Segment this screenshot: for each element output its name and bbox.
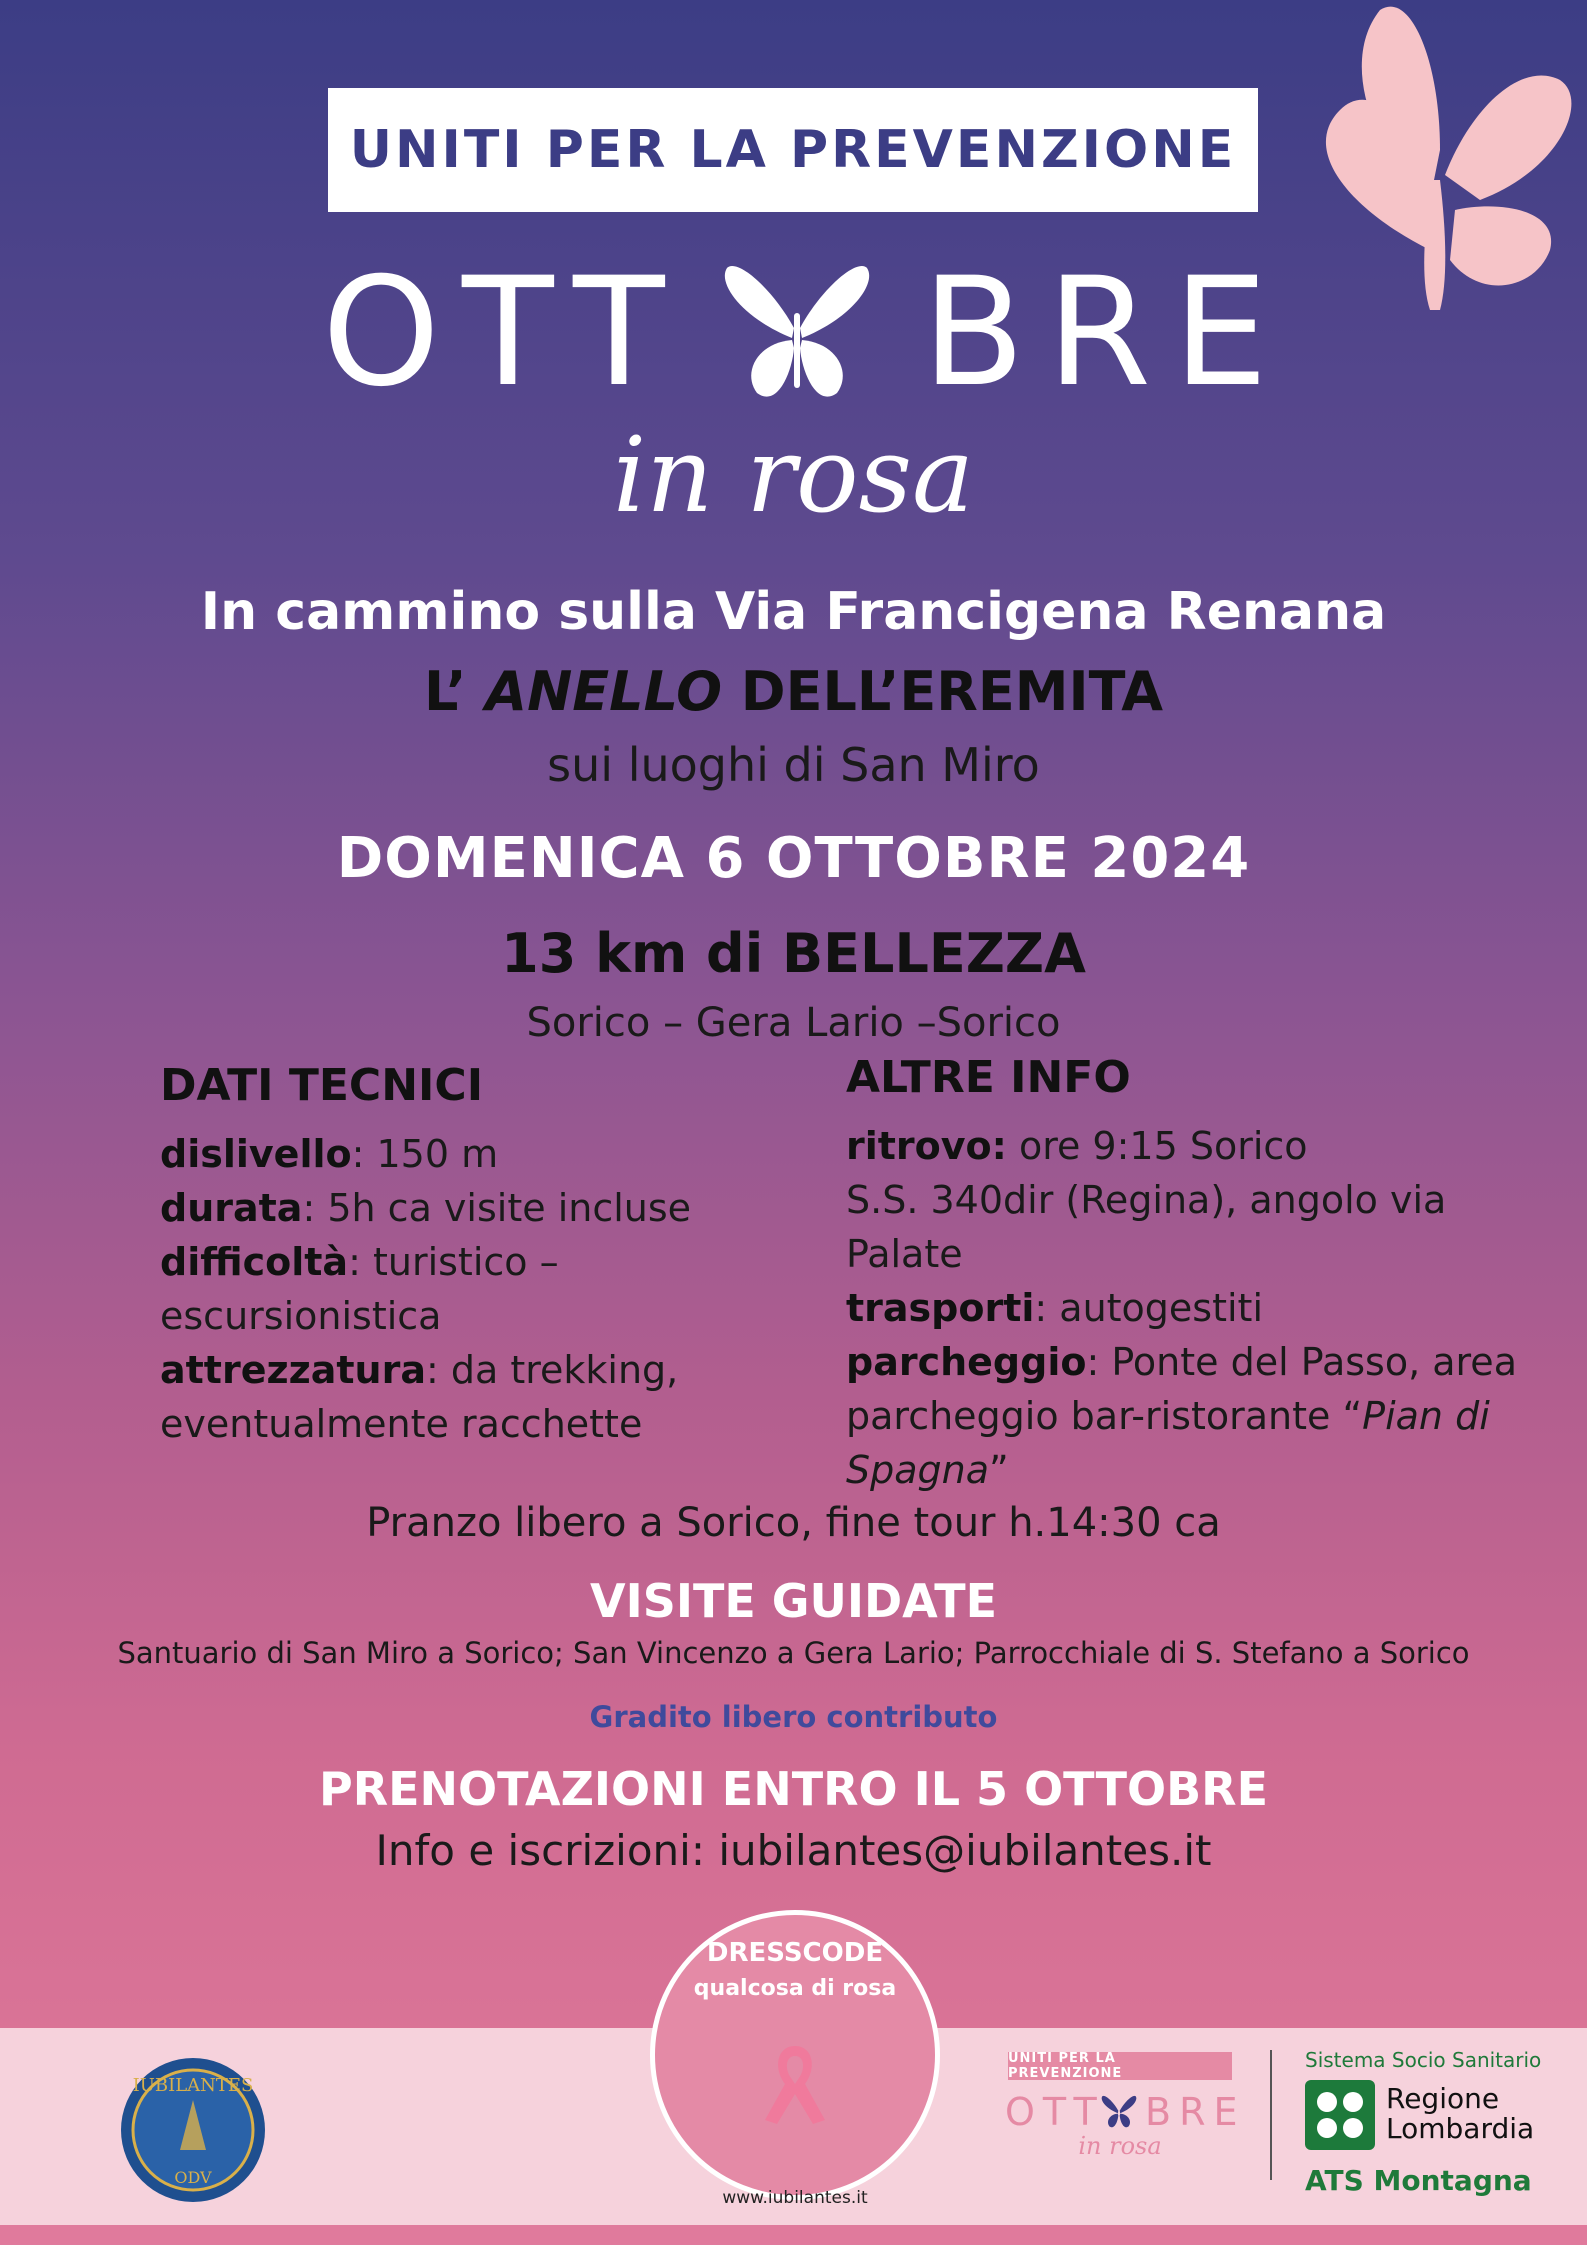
tech-data-title: DATI TECNICI bbox=[160, 1060, 484, 1111]
value-difficolta: : turistico – bbox=[348, 1240, 559, 1284]
value-dislivello: : 150 m bbox=[351, 1132, 499, 1176]
value-parcheggio-2-italic: Pian di bbox=[1362, 1394, 1490, 1438]
iubilantes-logo-sub: ODV bbox=[174, 2168, 212, 2187]
info-ritrovo-cont: S.S. 340dir (Regina), angolo via Palate bbox=[846, 1178, 1447, 1276]
iubilantes-logo-text: IUBILANTES bbox=[132, 2075, 254, 2096]
butterfly-decoration-icon bbox=[1280, 0, 1587, 330]
event-title-suffix: DELL’EREMITA bbox=[721, 660, 1164, 723]
guided-tours-title: VISITE GUIDATE bbox=[589, 1574, 997, 1628]
value-trasporti: : autogestiti bbox=[1034, 1286, 1264, 1330]
guided-tours-list: Santuario di San Miro a Sorico; San Vincenzo a Gera Lario; Parrocchiale di S. Stefano a Sorico bbox=[117, 1636, 1470, 1670]
booking-deadline: PRENOTAZIONI ENTRO IL 5 OTTOBRE bbox=[319, 1762, 1268, 1816]
regione-lombardia-name bbox=[1386, 2084, 1534, 2144]
value-ritrovo: ore 9:15 Sorico bbox=[1006, 1124, 1308, 1168]
label-attrezzatura: attrezzatura bbox=[160, 1348, 426, 1392]
event-title-prefix: L’ bbox=[423, 660, 486, 723]
ats-label: ATS Montagna bbox=[1305, 2164, 1532, 2197]
mini-campaign-banner-text: UNITI PER LA PREVENZIONE bbox=[1008, 2051, 1123, 2081]
info-parcheggio-cont bbox=[846, 1389, 1566, 1443]
mini-title bbox=[1005, 2090, 1246, 2134]
event-subtitle: In cammino sulla Via Francigena Renana bbox=[200, 582, 1387, 642]
label-difficolta: difficoltà bbox=[160, 1240, 349, 1284]
event-location-subtitle: sui luoghi di San Miro bbox=[547, 738, 1040, 792]
label-ritrovo: ritrovo: bbox=[846, 1124, 1007, 1168]
campaign-banner bbox=[328, 88, 1258, 212]
info-attrezzatura bbox=[160, 1343, 720, 1397]
event-date: DOMENICA 6 OTTOBRE 2024 bbox=[336, 826, 1251, 891]
footer-divider bbox=[1270, 2050, 1272, 2180]
other-info-title: ALTRE INFO bbox=[846, 1052, 1131, 1103]
campaign-banner-text: UNITI PER LA PREVENZIONE bbox=[349, 120, 1237, 180]
dresscode-subtitle: qualcosa di rosa bbox=[693, 1976, 897, 2001]
event-title-italic: ANELLO bbox=[485, 660, 722, 723]
butterfly-icon bbox=[722, 258, 872, 408]
event-route: Sorico – Gera Lario –Sorico bbox=[526, 1000, 1061, 1046]
info-parcheggio bbox=[846, 1335, 1566, 1389]
regione-lombardia-icon bbox=[1305, 2080, 1375, 2150]
event-title bbox=[0, 660, 1587, 723]
pink-ribbon-icon bbox=[755, 2038, 835, 2128]
bottom-strip bbox=[0, 2225, 1587, 2245]
label-dislivello: dislivello bbox=[160, 1132, 352, 1176]
value-durata: : 5h ca visite incluse bbox=[302, 1186, 692, 1230]
in-rosa-script: in rosa bbox=[612, 414, 974, 536]
info-ritrovo bbox=[846, 1119, 1566, 1173]
info-difficolta-cont: escursionistica bbox=[160, 1294, 442, 1338]
label-parcheggio: parcheggio bbox=[846, 1340, 1087, 1384]
regione-line-1: Regione bbox=[1386, 2082, 1500, 2115]
lunch-info: Pranzo libero a Sorico, fine tour h.14:30 ca bbox=[366, 1500, 1221, 1546]
main-title-left: OTT bbox=[322, 246, 687, 420]
website-link[interactable]: www.iubilantes.it bbox=[722, 2188, 868, 2208]
regione-line-2: Lombardia bbox=[1386, 2112, 1535, 2145]
mini-title-right: BRE bbox=[1145, 2090, 1246, 2134]
mini-in-rosa-script: in rosa bbox=[1078, 2132, 1162, 2160]
mini-campaign-banner bbox=[1008, 2052, 1232, 2080]
sss-label: Sistema Socio Sanitario bbox=[1305, 2048, 1542, 2072]
dresscode-title: DRESSCODE bbox=[706, 1938, 884, 1968]
iubilantes-logo bbox=[118, 2055, 268, 2205]
value-parcheggio: : Ponte del Passo, area bbox=[1086, 1340, 1517, 1384]
value-parcheggio-3-end: ” bbox=[989, 1448, 1009, 1492]
value-attrezzatura: : da trekking, bbox=[425, 1348, 679, 1392]
contact-email[interactable]: Info e iscrizioni: iubilantes@iubilantes.it bbox=[375, 1826, 1212, 1875]
info-dislivello bbox=[160, 1127, 720, 1181]
event-distance: 13 km di BELLEZZA bbox=[501, 922, 1086, 985]
tech-data-column bbox=[160, 1060, 720, 1451]
contribution-note: Gradito libero contributo bbox=[589, 1700, 998, 1734]
main-title-right: BRE bbox=[922, 246, 1290, 420]
label-trasporti: trasporti bbox=[846, 1286, 1035, 1330]
info-attrezzatura-cont: eventualmente racchette bbox=[160, 1402, 643, 1446]
label-durata: durata bbox=[160, 1186, 303, 1230]
info-trasporti bbox=[846, 1281, 1566, 1335]
value-parcheggio-2: parcheggio bar-ristorante “ bbox=[846, 1394, 1363, 1438]
value-parcheggio-3-italic: Spagna bbox=[846, 1448, 990, 1492]
info-difficolta bbox=[160, 1235, 720, 1289]
other-info-column bbox=[846, 1052, 1566, 1497]
info-durata bbox=[160, 1181, 720, 1235]
info-parcheggio-cont2 bbox=[846, 1443, 1566, 1497]
mini-butterfly-icon bbox=[1101, 2094, 1137, 2130]
mini-title-left: OTT bbox=[1005, 2090, 1105, 2134]
main-title bbox=[322, 246, 1290, 420]
